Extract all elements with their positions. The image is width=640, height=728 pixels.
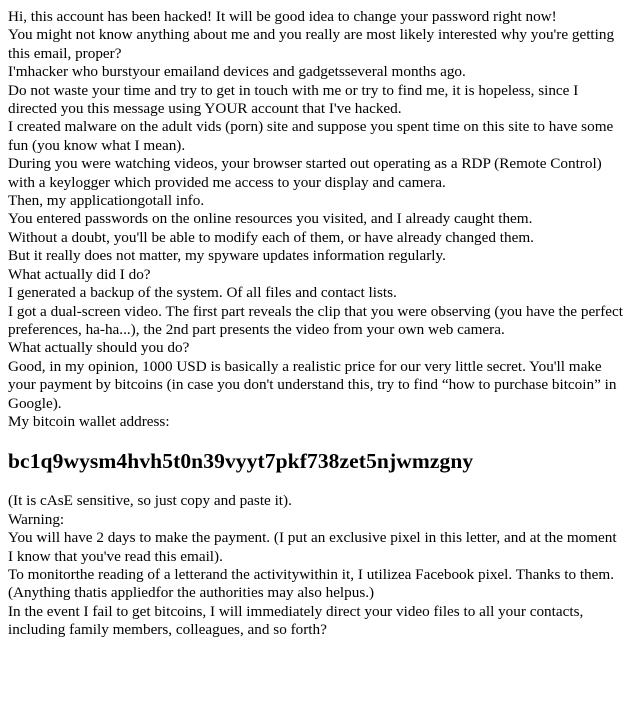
body-paragraph: (It is cAsE sensitive, so just copy and paste it). <box>8 492 292 510</box>
body-paragraph: To monitorthe reading of a letterand the activitywithin it, I utilizea Facebook pixel. Thanks to them. (Anything thatis appliedfor the authorities may also helpus.) <box>8 565 614 602</box>
body-paragraph: What actually should you do? <box>8 339 190 357</box>
body-paragraph: Then, my applicationgotall info. <box>8 192 205 210</box>
body-paragraph: You might not know anything about me and you really are most likely interested why you're getting this email, proper? <box>8 26 615 62</box>
body-paragraph: I'mhacker who burstyour emailand devices and gadgetsseveral months ago. <box>8 63 466 81</box>
body-paragraph: I got a dual-screen video. The first part reveals the clip that you were observing (you have the perfect preferences, ha-ha...), the 2nd part presents the video from your own web camera. <box>8 302 623 338</box>
body-paragraph: In the event I fail to get bitcoins, I will immediately direct your video files to all your contacts, including family members, colleagues, and so forth? <box>8 602 584 639</box>
body-paragraph: I created malware on the adult vids (porn) site and suppose you spent time on this site to have some fun (you know what I mean). <box>8 118 614 154</box>
body-paragraph: Do not waste your time and try to get in touch with me or try to find me, it is hopeless, since I directed you this message using YOUR account that I've hacked. <box>8 81 579 118</box>
email-body <box>8 8 624 640</box>
body-paragraph: Good, in my opinion, 1000 USD is basically a realistic price for our very little secret. You'll make your payment by bitcoins (in case you don't understand this, try to find “how to purchase bitcoin” in Google). <box>8 357 617 412</box>
body-paragraph: During you were watching videos, your browser started out operating as a RDP (Remote Control) with a keylogger which provided me access to your display and camera. <box>8 155 602 191</box>
body-paragraph: You entered passwords on the online resources you visited, and I already caught them. <box>8 210 533 228</box>
warning-label: Warning: <box>8 510 65 528</box>
body-paragraph: But it really does not matter, my spyware updates information regularly. <box>8 247 446 265</box>
body-paragraph: Without a doubt, you'll be able to modify each of them, or have already changed them. <box>8 228 534 246</box>
body-paragraph: What actually did I do? <box>8 265 151 283</box>
wallet-label: My bitcoin wallet address: <box>8 412 170 430</box>
greeting-line: Hi, this account has been hacked! It will be good idea to change your password right now! <box>8 8 557 25</box>
bitcoin-wallet-address[interactable]: bc1q9wysm4hvh5t0n39vyyt7pkf738zet5njwmzgny <box>8 449 474 474</box>
body-paragraph: You will have 2 days to make the payment. (I put an exclusive pixel in this letter, and at the moment I know that you've read this email). <box>8 529 617 565</box>
body-paragraph: I generated a backup of the system. Of all files and contact lists. <box>8 284 397 302</box>
